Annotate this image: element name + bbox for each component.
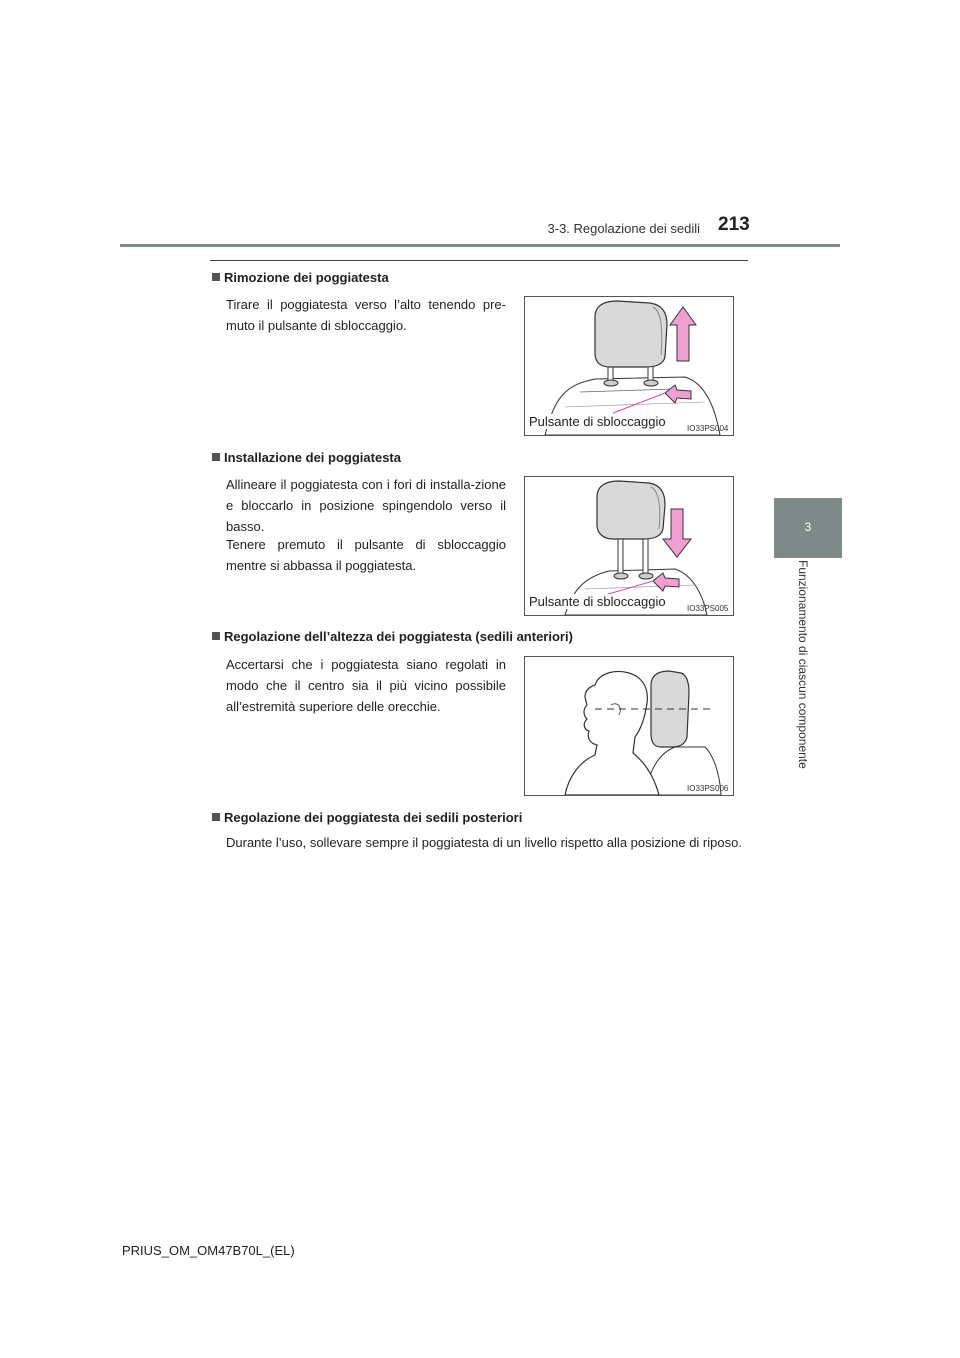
figure-code: IO33PS005	[687, 604, 729, 613]
section-heading-text: Regolazione dei poggiatesta dei sedili posteriori	[224, 810, 523, 825]
figure-headrest-installation	[524, 476, 734, 616]
section-heading-removal	[212, 270, 389, 285]
chapter-number: 3	[804, 520, 812, 534]
figure-headrest-height	[524, 656, 734, 796]
figure-label: Pulsante di sbloccaggio	[526, 414, 669, 429]
figure-code: IO33PS004	[687, 424, 729, 433]
section-heading-text: Rimozione dei poggiatesta	[224, 270, 389, 285]
bullet-square-icon	[212, 273, 220, 281]
figure-headrest-removal	[524, 296, 734, 436]
section-heading-front-height	[212, 629, 573, 644]
paragraph: Durante l’uso, sollevare sempre il poggiatesta di un livello rispetto alla posizione di riposo.	[226, 835, 742, 850]
chapter-tab	[774, 498, 842, 558]
bullet-square-icon	[212, 453, 220, 461]
figure-label: Pulsante di sbloccaggio	[526, 594, 669, 609]
running-header: 3-3. Regolazione dei sedili	[547, 221, 700, 236]
paragraph: Tirare il poggiatesta verso l’alto tenendo pre-muto il pulsante di sbloccaggio.	[226, 297, 506, 333]
bullet-square-icon	[212, 813, 220, 821]
paragraph: Allineare il poggiatesta con i fori di installa-zione e bloccarlo in posizione spingendolo verso il basso.	[226, 477, 506, 534]
chapter-title: Funzionamento di ciascun componente	[796, 560, 810, 769]
document-code: PRIUS_OM_OM47B70L_(EL)	[122, 1243, 295, 1258]
section-heading-rear	[212, 810, 522, 825]
content-rule	[210, 260, 748, 261]
section-heading-text: Regolazione dell’altezza dei poggiatesta (sedili anteriori)	[224, 629, 573, 644]
section-heading-installation	[212, 450, 401, 465]
section-heading-text: Installazione dei poggiatesta	[224, 450, 401, 465]
paragraph: Tenere premuto il pulsante di sbloccaggio mentre si abbassa il poggiatesta.	[226, 537, 506, 573]
page-number: 213	[718, 214, 750, 235]
paragraph: Accertarsi che i poggiatesta siano regolati in modo che il centro sia il più vicino possibile all’estremità superiore delle orecchie.	[226, 657, 506, 714]
figure-code: IO33PS006	[687, 784, 729, 793]
headrest-height-illustration	[525, 657, 733, 795]
header-rule	[120, 244, 840, 247]
bullet-square-icon	[212, 632, 220, 640]
